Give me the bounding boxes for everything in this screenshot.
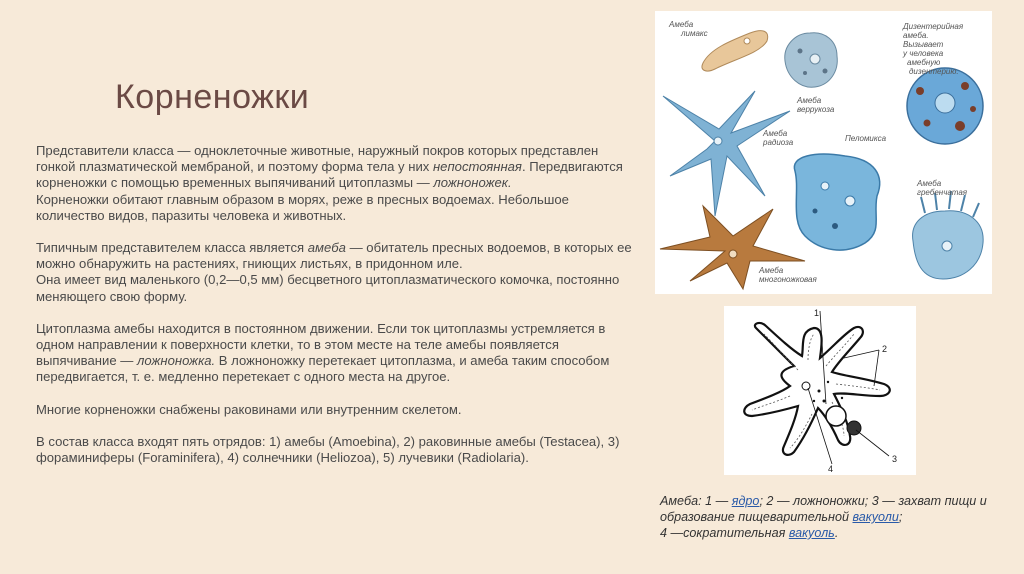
- granule: [818, 390, 821, 393]
- label-multi-legged: Амеба: [759, 266, 784, 275]
- label-comb: Амеба: [917, 179, 942, 188]
- slide-title: Корненожки: [115, 78, 310, 116]
- dysentery-erythrocyte: [924, 120, 931, 127]
- caption-text: 4 —сократительная: [660, 526, 789, 540]
- dysentery-erythrocyte: [916, 87, 924, 95]
- pelomyxa-shape: [794, 154, 879, 250]
- amoeba-limax-shape: [702, 31, 768, 71]
- multi-legged-nucleus: [729, 250, 737, 258]
- amoeba-types-illustration: [655, 11, 992, 294]
- label-verrucosa: веррукоза: [797, 105, 835, 114]
- label-dysentery: Вызывает: [903, 40, 944, 49]
- paragraph-1: [36, 143, 636, 192]
- text-span: — обитатель пресных водоемов, в которых ее можно обнаружить на растениях, гниющих листьях, в придонном иле.: [36, 240, 632, 272]
- caption-text: .: [834, 526, 839, 540]
- verrucosa-granule: [798, 49, 803, 54]
- label-dysentery: амебную: [907, 58, 941, 67]
- label-number-4: 4: [828, 464, 834, 474]
- emphasis: амеба: [307, 240, 346, 256]
- label-number-2: 2: [882, 344, 888, 354]
- granule: [823, 400, 826, 403]
- amoeba-structure-svg: [724, 306, 916, 475]
- label-radiosa: Амеба: [763, 129, 788, 138]
- link-vacuole[interactable]: вакуоли: [852, 510, 899, 524]
- pelomyxa-nucleus: [821, 182, 829, 190]
- paragraph-2b: Она имеет вид маленького (0,2—0,5 мм) бесцветного цитоплазматического комочка, постоянно меняющего свою форму.: [36, 272, 620, 304]
- link-contractile-vacuole[interactable]: вакуоль: [788, 526, 835, 540]
- amoeba-nucleus-shape: [826, 406, 846, 426]
- food-vacuole-shape: [847, 421, 861, 435]
- figure-caption: [660, 493, 1000, 541]
- caption-text: ;: [898, 510, 903, 524]
- label-dysentery: Дизентерийная: [903, 22, 964, 31]
- pelomyxa-granule: [813, 209, 818, 214]
- granule: [841, 397, 843, 399]
- paragraph-4: Многие корненожки снабжены раковинами или внутренним скелетом.: [36, 401, 462, 417]
- amoeba-radiosa-shape: [663, 91, 790, 216]
- dysentery-nucleus: [935, 93, 955, 113]
- pointer-line-2: [874, 350, 879, 386]
- granule: [827, 381, 829, 383]
- caption-text: ; 2 — ложноножки; 3 — захват пищи и образование пищеварительной: [660, 494, 987, 524]
- paragraph-2: [36, 240, 636, 272]
- label-pelomyxa: Пеломикса: [845, 134, 887, 143]
- paragraph-3: [36, 321, 636, 386]
- granule: [813, 400, 815, 402]
- label-number-3: 3: [892, 454, 898, 464]
- radiosa-nucleus: [714, 137, 722, 145]
- label-multi-legged: многоножковая: [759, 275, 817, 284]
- label-limax: лимакс: [681, 29, 708, 38]
- text-span: Цитоплазма амебы находится в постоянном движении. Если ток цитоплазмы устремляется в одном направлении к поверхности клетки, то в этом месте на теле амебы появляется выпячивание —: [36, 320, 606, 369]
- text-span: Представители класса — одноклеточные животные, наружный покров которых представлен гонкой плазматической мембраной, и поэтому форма тела у них: [36, 143, 599, 175]
- caption-text: Амеба: 1 —: [660, 494, 732, 508]
- limax-nucleus: [744, 38, 750, 44]
- label-limax: Амеба: [669, 20, 694, 29]
- emphasis: ложноножек.: [433, 175, 512, 191]
- contractile-vacuole-shape: [802, 382, 810, 390]
- label-radiosa: радиоза: [763, 138, 794, 147]
- emphasis: непостоянная: [432, 159, 522, 175]
- dysentery-erythrocyte: [955, 121, 965, 131]
- pelomyxa-vacuole: [845, 196, 855, 206]
- dysentery-erythrocyte: [970, 106, 976, 112]
- label-dysentery: дизентерию.: [909, 67, 959, 76]
- text-span: Типичным представителем класса является: [36, 240, 308, 256]
- paragraph-1b: Корненожки обитают главным образом в морях, реже в пресных водоемах. Небольшое количество видов, паразиты человека и животных.: [36, 191, 569, 223]
- label-dysentery: у человека: [903, 49, 944, 58]
- amoeba-body-outline: [744, 323, 890, 455]
- label-number-1: 1: [814, 308, 820, 318]
- label-comb: гребенчатая: [917, 188, 968, 197]
- pointer-line-3: [856, 430, 889, 456]
- text-span: В ложноножку перетекает цитоплазма, и амеба таким способом передвигается, т. е. медленно перетекает с одного места на другое.: [36, 353, 610, 385]
- text-span: . Передвигаются корненожки с помощью временных выпячиваний цитоплазмы —: [36, 159, 623, 191]
- pelomyxa-granule: [832, 223, 838, 229]
- verrucosa-granule: [823, 69, 828, 74]
- emphasis: ложноножка.: [136, 353, 216, 369]
- verrucosa-granule: [803, 71, 807, 75]
- link-nucleus[interactable]: ядро: [731, 494, 760, 508]
- paragraph-5: В состав класса входят пять отрядов: 1) амебы (Amoebina), 2) раковинные амебы (Testacea), 3) фораминиферы (Foraminifera), 4) солнечники (Heliozoa), 5) лучевики (Radiolaria).: [36, 433, 620, 466]
- dysentery-erythrocyte: [961, 82, 969, 90]
- body-text: [36, 143, 636, 466]
- label-dysentery: амеба.: [903, 31, 929, 40]
- verrucosa-nucleus: [810, 54, 820, 64]
- label-verrucosa: Амеба: [797, 96, 822, 105]
- amoeba-types-svg: [655, 11, 992, 294]
- amoeba-structure-illustration: [724, 306, 916, 475]
- comb-nucleus: [942, 241, 952, 251]
